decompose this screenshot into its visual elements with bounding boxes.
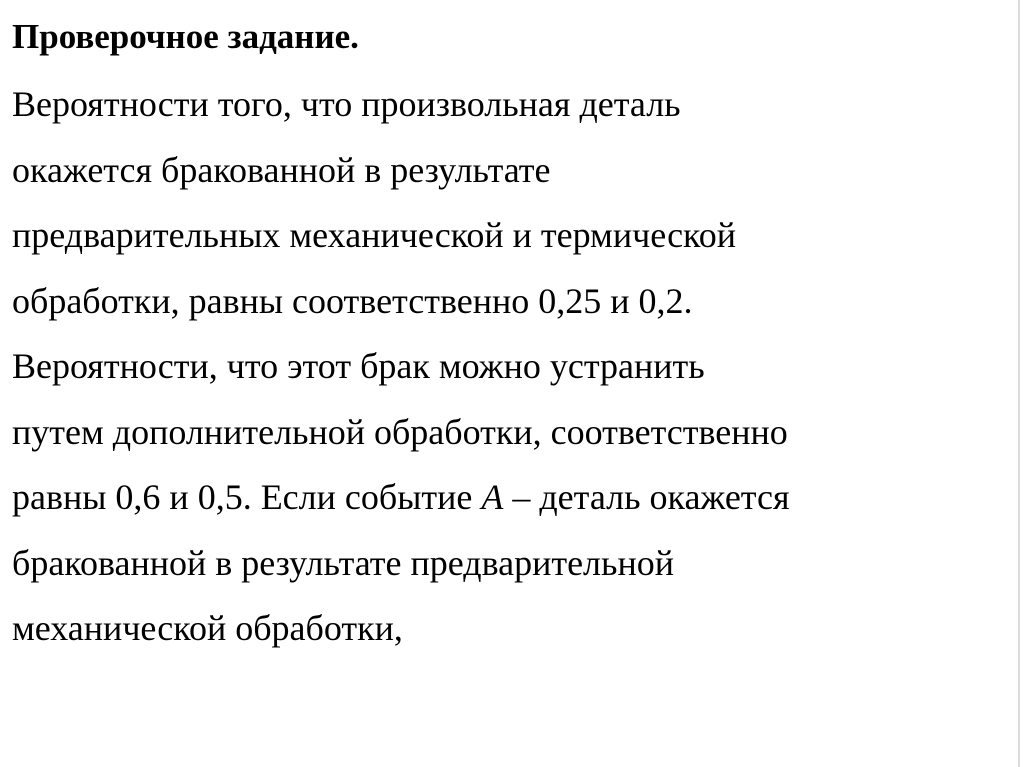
text-line: механической обработки,: [12, 608, 403, 648]
right-border: [1018, 0, 1020, 767]
text-line: бракованной в результате предварительной: [12, 542, 674, 583]
text-segment: равны 0,6 и 0,5. Если событие: [12, 477, 482, 517]
task-text: [12, 72, 1012, 662]
task-heading: Проверочное задание.: [12, 17, 359, 56]
text-line-with-variable: [12, 465, 1012, 531]
text-line: окажется бракованной в результате: [12, 149, 551, 190]
text-line: Вероятности, что этот брак можно устранить: [12, 346, 705, 386]
text-line: путем дополнительной обработки, соответственно: [12, 411, 788, 452]
text-line: обработки, равны соответственно 0,25 и 0,2.: [12, 280, 693, 321]
text-line: предварительных механической и термической: [12, 215, 736, 255]
event-variable: A: [481, 477, 504, 517]
text-segment: – деталь окажется: [503, 477, 790, 517]
text-line: Вероятности того, что произвольная деталь: [12, 84, 681, 124]
